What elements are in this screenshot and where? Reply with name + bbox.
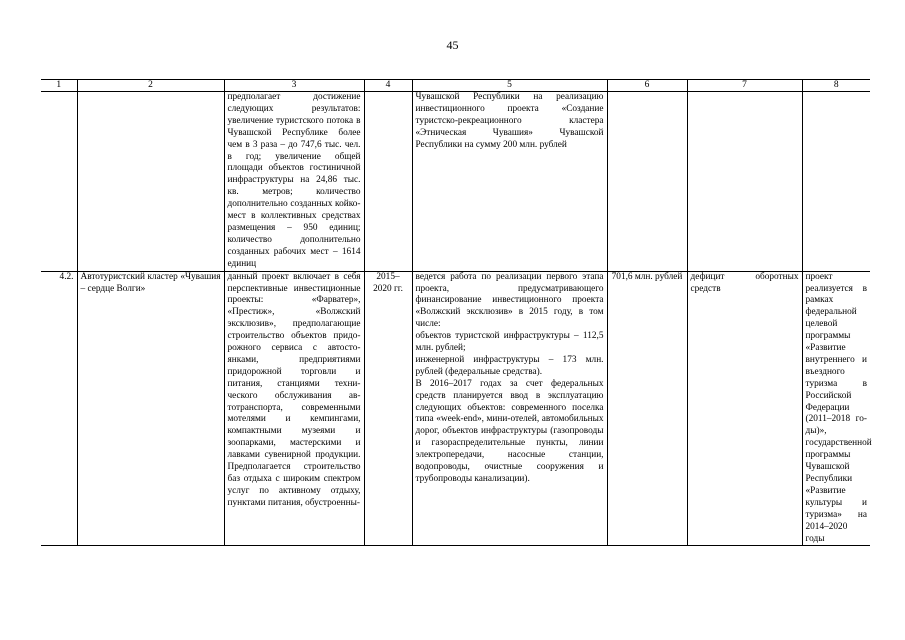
problems-cell: дефицит оборотных средств [687, 271, 802, 546]
row-number-cell: 4.2. [41, 271, 77, 546]
funding-description-cell: Чувашской Республики на реализацию инвестиционного проекта «Создание туристско-рекреационного кластера «Этническая Чувашия» Чувашской Республики на сумму 200 млн. рублей [412, 92, 607, 272]
column-number-header: 4 [364, 80, 412, 92]
status-paragraph: ведется работа по реализации первого этапа проекта, предусматривающего финансирование инвестиционного проекта «Волжский эксклюзив» в 2015 году, в том числе: [415, 271, 604, 330]
project-status-cell [412, 271, 607, 546]
table-row [41, 271, 870, 546]
column-number-header: 6 [607, 80, 687, 92]
page-number: 45 [446, 38, 459, 52]
column-number-header: 5 [412, 80, 607, 92]
table-cell [687, 92, 802, 272]
period-cell: 2015–2020 гг. [364, 271, 412, 546]
status-paragraph: инженерной инфраструктуры – 173 млн. рублей (федеральные средства). [415, 354, 604, 377]
program-reference-cell: проект реализуется в рамках федеральной целевой программы «Развитие внутреннего и въездного туризма в Российской Федерации (2011–2018 годы)», государственной программы Чувашской Республики «Развитие культуры и туризма» на 2014–2020 годы [802, 271, 870, 546]
table-cell [77, 92, 224, 272]
column-number-header: 2 [77, 80, 224, 92]
table-row [41, 92, 870, 272]
project-description-cell: данный проект включает в себя перспективные инвестиционные проекты: «Фарватер», «Престиж», «Волжский эксклюзив», предполагающие строительство объектов придорожного сервиса с автостоянками, предприятиями придорожной торговли и питания, станциями технического обслуживания автотранспорта, современными мотелями и кемпингами, компактными музеями и зоопарками, мастерскими и лавками сувенирной продукции. Предполагается строительство баз отдыха с широким спектром услуг по активному отдыху, пунктами питания, обустроенны- [224, 271, 364, 546]
column-number-header: 1 [41, 80, 77, 92]
table-header-row [41, 80, 870, 92]
expected-results-cell: предполагает достижение следующих результатов: увеличение туристского потока в Чувашской Республике более чем в 3 раза – до 747,6 тыс. чел. в год; увеличение общей площади объектов гостиничной инфраструктуры на 24,86 тыс. кв. метров; количество дополнительно созданных койко-мест в коллективных средствах размещения – 950 единиц; количество дополнительно созданных рабочих мест – 1614 единиц [224, 92, 364, 272]
status-paragraph: объектов туристской инфраструктуры – 112,5 млн. рублей; [415, 331, 604, 354]
column-number-header: 7 [687, 80, 802, 92]
table-cell [802, 92, 870, 272]
program-table [41, 79, 870, 546]
table-cell [607, 92, 687, 272]
status-paragraph: В 2016–2017 годах за счет федеральных средств планируется ввод в эксплуатацию следующих объектов: современного поселка типа «week-end», мини-отелей, автомобильных дорог, объектов инфраструктуры (газопроводы и газораспределительные пункты, линии электропередачи, насосные станции, водопроводы, очистные сооружения и трубопроводы канализации). [415, 378, 604, 484]
column-number-header: 3 [224, 80, 364, 92]
amount-cell: 701,6 млн. рублей [607, 271, 687, 546]
project-name-cell: Автотуристский кластер «Чувашия – сердце Волги» [77, 271, 224, 546]
table-cell [41, 92, 77, 272]
table-cell [364, 92, 412, 272]
column-number-header: 8 [802, 80, 870, 92]
